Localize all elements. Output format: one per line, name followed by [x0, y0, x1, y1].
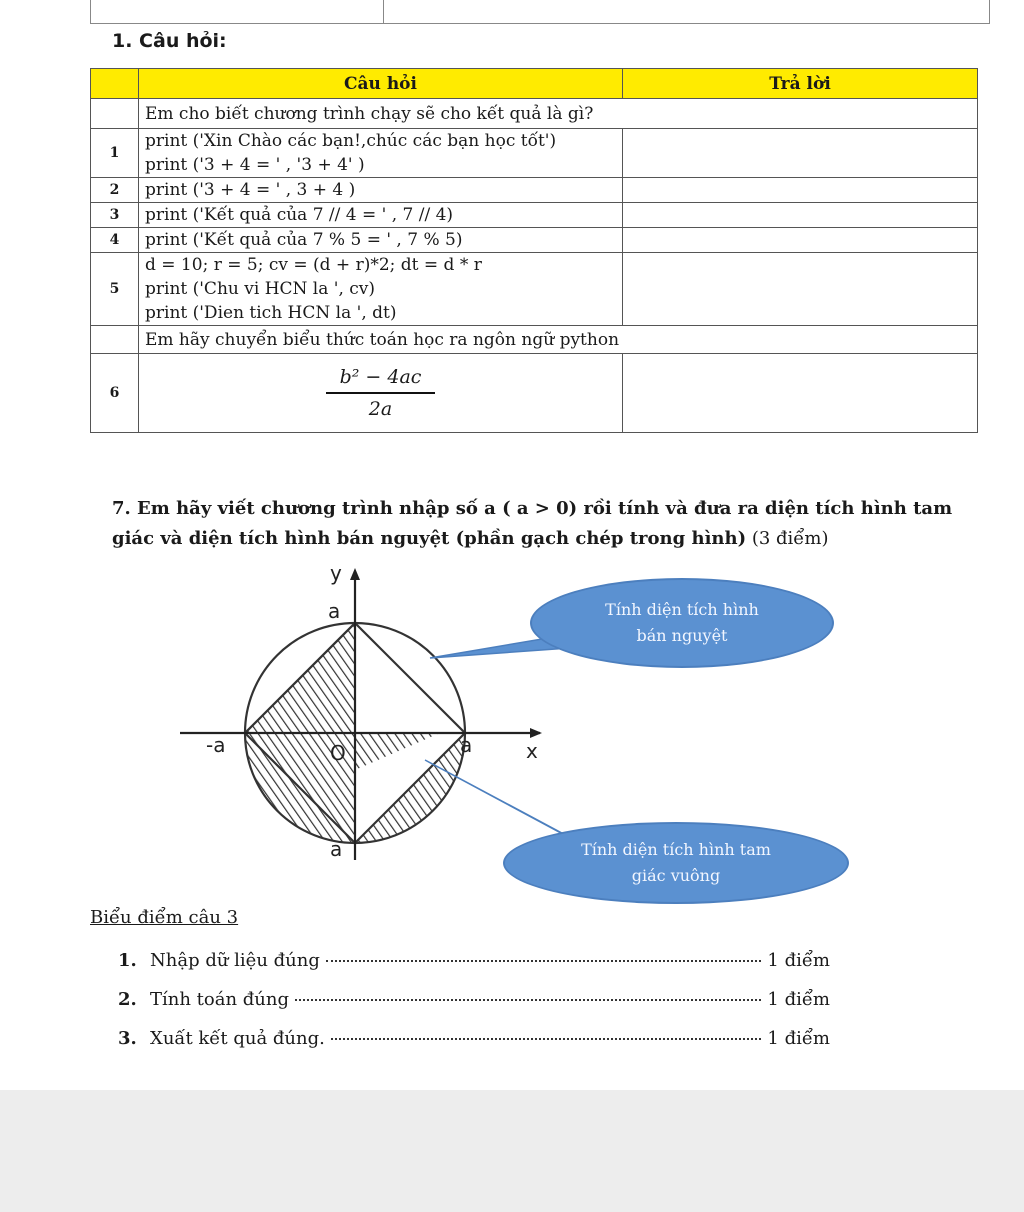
code-line: print ('3 + 4 = ' , '3 + 4' ) [145, 155, 365, 175]
dot-leader [331, 1038, 762, 1040]
semicircle-callout [530, 578, 834, 668]
code-line: print ('Chu vi HCN la ', cv) [145, 279, 376, 299]
code-line: print ('Kết quả của 7 // 4 = ' , 7 // 4) [145, 205, 454, 225]
fraction-numerator: b² − 4ac [326, 366, 436, 394]
top-a-label: a [328, 599, 341, 623]
callout-line: Tính diện tích hình [605, 600, 759, 619]
dot-leader [326, 960, 762, 962]
rubric-points: 1 điểm [767, 989, 830, 1010]
left-a-label: -a [206, 733, 226, 757]
rubric-index: 3. [118, 1028, 137, 1049]
y-axis-label: y [330, 561, 342, 585]
code-line: print ('Kết quả của 7 % 5 = ' , 7 % 5) [145, 230, 463, 250]
question-7-text: 7. Em hãy viết chương trình nhập số a ( a > 0) rồi tính và đưa ra diện tích hình tam giác và diện tích hình bán nguyệt (phần gạch chép trong hình) [112, 498, 953, 549]
code-line: print ('Dien tich HCN la ', dt) [145, 303, 397, 323]
rubric-text: Nhập dữ liệu đúng [150, 950, 320, 971]
rubric-item [118, 1028, 830, 1049]
section-label: Em cho biết chương trình chạy sẽ cho kết quả là gì? [139, 99, 978, 129]
rubric-index: 2. [118, 989, 137, 1010]
callout-line: Tính diện tích hình tam [581, 840, 771, 859]
rubric-item [118, 950, 830, 971]
section-heading: 1. Câu hỏi: [112, 30, 227, 52]
code-line: d = 10; r = 5; cv = (d + r)*2; dt = d * r [145, 255, 482, 275]
rubric-points: 1 điểm [767, 950, 830, 971]
code-line: print ('Xin Chào các bạn!,chúc các bạn học tốt') [145, 131, 557, 151]
row-number: 1 [91, 129, 139, 178]
question-7-points: (3 điểm) [746, 528, 829, 549]
triangle-callout [503, 822, 849, 904]
origin-label: O [330, 741, 346, 765]
rubric-text: Tính toán đúng [150, 989, 290, 1010]
code-line: print ('3 + 4 = ' , 3 + 4 ) [145, 180, 356, 200]
rubric-index: 1. [118, 950, 137, 971]
row-number: 6 [91, 354, 139, 433]
section-label: Em hãy chuyển biểu thức toán học ra ngôn ngữ python [139, 326, 978, 354]
dot-leader [295, 999, 761, 1001]
rubric-points: 1 điểm [767, 1028, 830, 1049]
fraction-denominator: 2a [368, 398, 393, 420]
x-axis-label: x [526, 739, 538, 763]
rubric-title: Biểu điểm câu 3 [90, 907, 239, 928]
header-question: Câu hỏi [139, 69, 623, 99]
callout-line: giác vuông [631, 866, 721, 885]
rubric-item [118, 989, 830, 1010]
right-a-label: a [460, 733, 473, 757]
bottom-a-label: a [330, 837, 343, 861]
callout-line: bán nguyệt [636, 626, 728, 645]
rubric-text: Xuất kết quả đúng. [150, 1028, 325, 1049]
page-bottom-background [0, 1090, 1024, 1212]
row-number: 2 [91, 178, 139, 203]
row-number: 3 [91, 203, 139, 228]
header-answer: Trả lời [623, 69, 978, 99]
row-number: 4 [91, 228, 139, 253]
row-number: 5 [91, 253, 139, 326]
